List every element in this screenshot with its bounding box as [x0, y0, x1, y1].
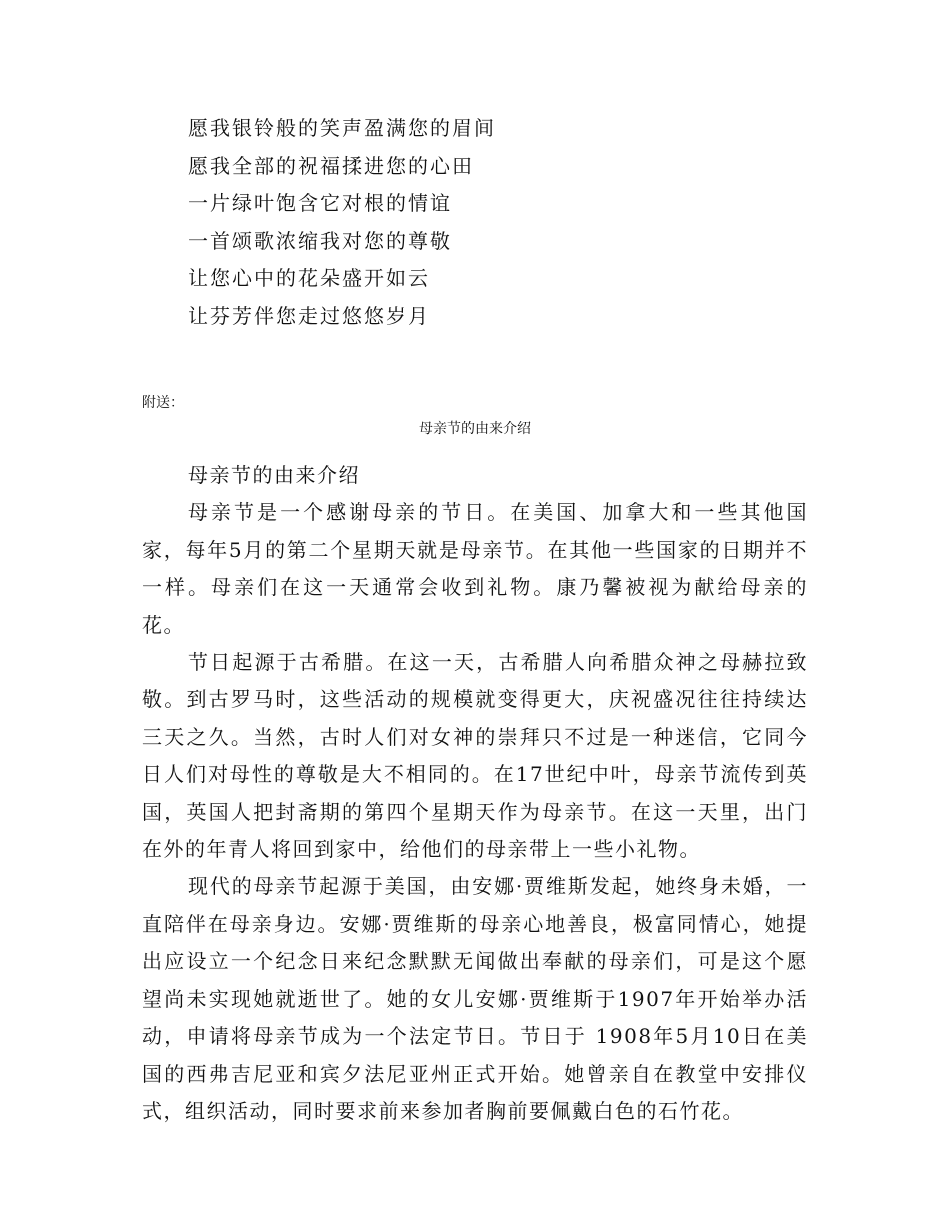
article-paragraph: 母亲节是一个感谢母亲的节日。在美国、加拿大和一些其他国家，每年5月的第二个星期天就是母亲节。在其他一些国家的日期并不一样。母亲们在这一天通常会收到礼物。康乃馨被视为献给母亲的花。 — [142, 500, 808, 637]
article-body — [142, 457, 808, 1130]
article-title: 母亲节的由来介绍 — [419, 421, 531, 437]
article-paragraph: 节日起源于古希腊。在这一天，古希腊人向希腊众神之母赫拉致敬。到古罗马时，这些活动的规模就变得更大，庆祝盛况往往持续达三天之久。当然，古时人们对女神的崇拜只不过是一种迷信，它同今日人们对母性的尊敬是大不相同的。在17世纪中叶，母亲节流传到英国，英国人把封斋期的第四个星期天作为母亲节。在这一天里，出门在外的年青人将回到家中，给他们的母亲带上一些小礼物。 — [142, 650, 808, 862]
poem-line: 愿我全部的祝福揉进您的心田 — [188, 153, 474, 178]
poem-line: 让您心中的花朵盛开如云 — [188, 266, 430, 291]
poem-line: 一片绿叶饱含它对根的情谊 — [188, 191, 452, 216]
article-subtitle: 母亲节的由来介绍 — [188, 463, 360, 487]
poem-line: 让芬芳伴您走过悠悠岁月 — [188, 303, 430, 328]
appendix-label: 附送： — [142, 395, 184, 411]
poem-line: 愿我银铃般的笑声盈满您的眉间 — [188, 116, 496, 140]
poem-block — [188, 110, 788, 336]
poem-line: 一首颂歌浓缩我对您的尊敬 — [188, 228, 452, 253]
article-paragraph: 现代的母亲节起源于美国，由安娜·贾维斯发起，她终身未婚，一直陪伴在母亲身边。安娜·贾维斯的母亲心地善良，极富同情心，她提出应设立一个纪念日来纪念默默无闻做出奉献的母亲们，可是这个愿望尚未实现她就逝世了。她的女儿安娜·贾维斯于1907年开始举办活动，申请将母亲节成为一个法定节日。节日于 1908年5月10日在美国的西弗吉尼亚和宾夕法尼亚州正式开始。她曾亲自在教堂中安排仪式，组织活动，同时要求前来参加者胸前要佩戴白色的石竹花。 — [142, 874, 808, 1123]
